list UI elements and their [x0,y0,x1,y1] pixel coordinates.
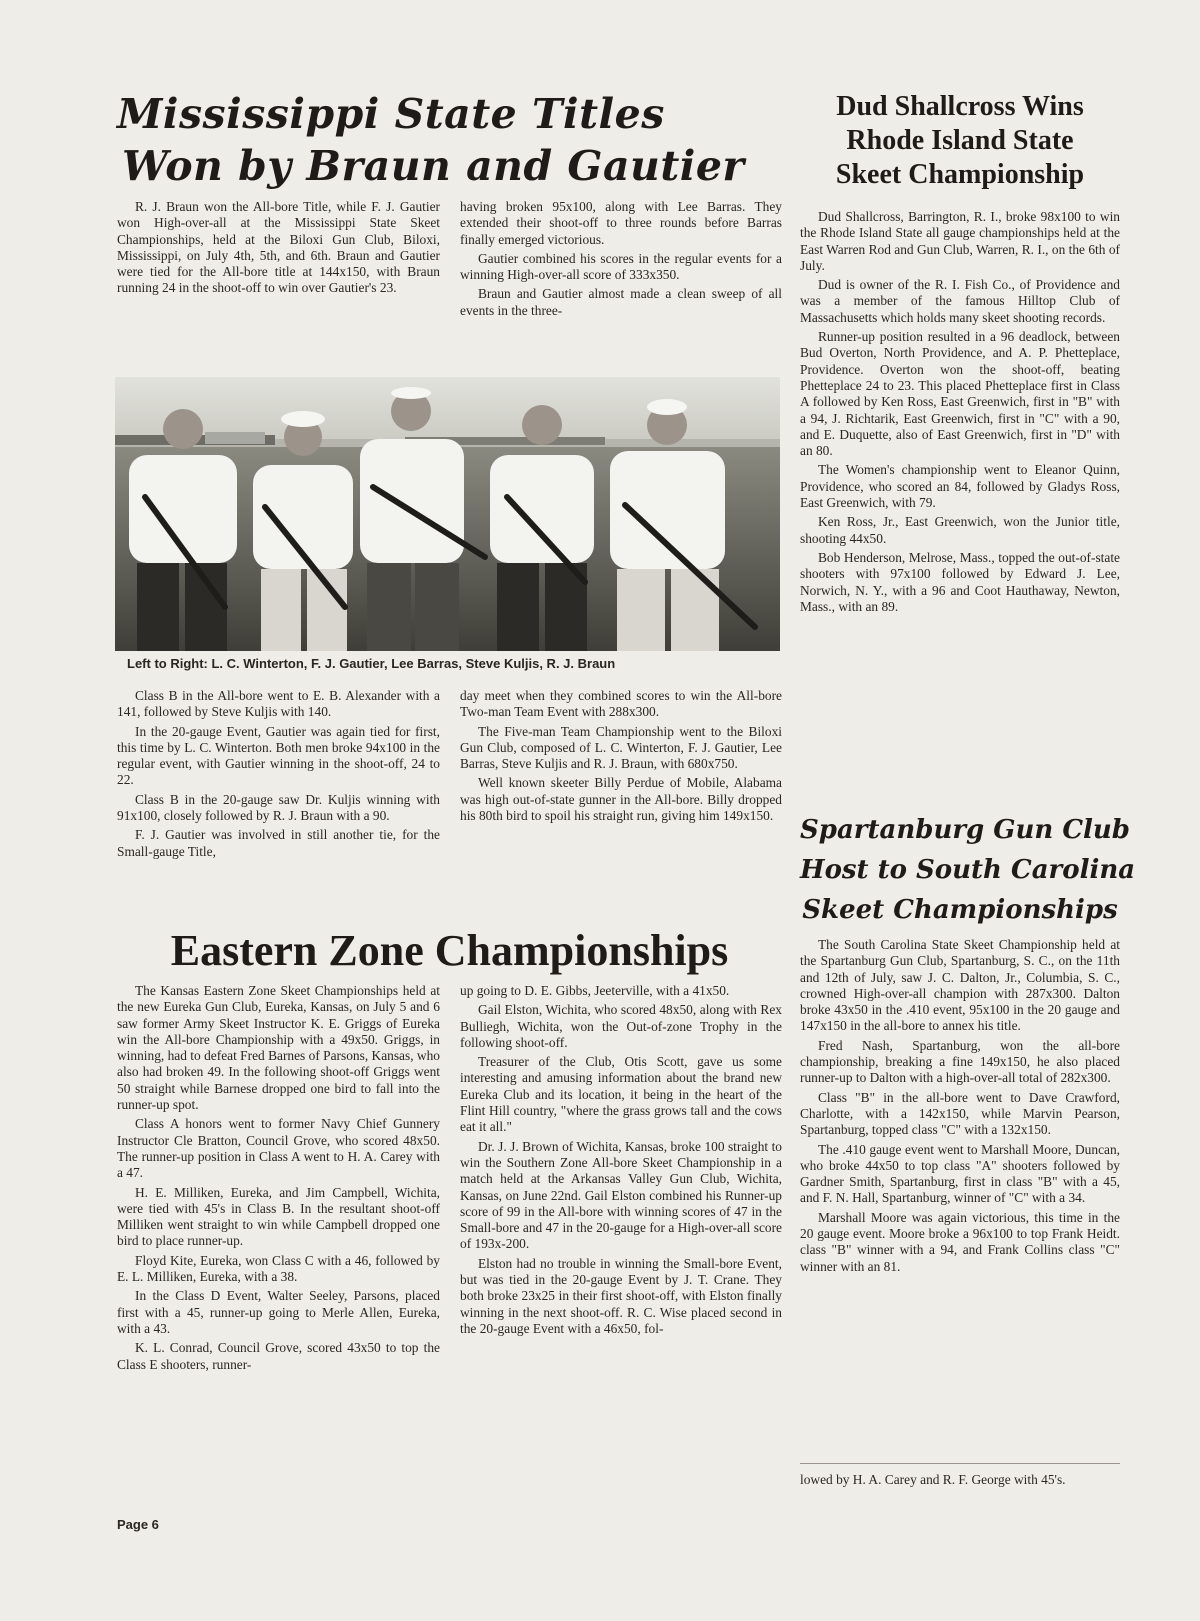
paragraph: F. J. Gautier was involved in still another tie, for the Small-gauge Title, [117,827,440,859]
paragraph: day meet when they combined scores to win the All-bore Two-man Team Event with 288x300. [460,688,782,720]
mississippi-column-2-continued [460,688,782,910]
paragraph: Well known skeeter Billy Perdue of Mobile, Alabama was high out-of-state gunner in the All-bore. Billy dropped his 80th bird to spoil his straight run, giving him 149x150. [460,775,782,824]
rhode-island-headline [800,90,1120,192]
paragraph: Floyd Kite, Eureka, won Class C with a 46, followed by E. L. Milliken, Eureka, with a 38. [117,1252,440,1285]
column-divider-rule [800,1463,1120,1464]
paragraph: The Five-man Team Championship went to the Biloxi Gun Club, composed of L. C. Winterton, F. J. Gautier, Lee Barras, Steve Kuljis and R. J. Braun, with 680x750. [460,723,782,772]
paragraph: H. E. Milliken, Eureka, and Jim Campbell, Wichita, were tied with 45's in Class B. In the resultant shoot-off Milliken went straight to win while Campbell dropped one bird to place runner-up. [117,1184,440,1249]
paragraph: The Women's championship went to Eleanor Quinn, Providence, who scored an 84, followed by Gladys Ross, East Greenwich, with 79. [800,462,1120,511]
eastern-zone-headline: Eastern Zone Championships [170,926,729,975]
headline-line: Skeet Championship [835,159,1085,190]
paragraph: having broken 95x100, along with Lee Barras. They extended their shoot-off to three rounds before Barras finally emerged victorious. [460,199,782,247]
paragraph: The Kansas Eastern Zone Skeet Championships held at the new Eureka Gun Club, Eureka, Kansas, on July 5 and 6 saw former Army Skeet Instructor K. E. Griggs of Eureka win the All-bore Championship with a 49x50. Griggs, in winning, had to defeat Fred Barnes of Parsons, Kansas, who also had broken 49. In the following shoot-off Griggs went 50 straight while Barnese dropped one bird to fall into the runner-up spot. [117,983,440,1113]
paragraph: Class A honors went to former Navy Chief Gunnery Instructor Cle Bratton, Council Grove, who scored 48x50. The runner-up position in Class A went to H. A. Carey with a 47. [117,1116,440,1181]
paragraph: Dud is owner of the R. I. Fish Co., of Providence and was a member of the famous Hilltop Club of Massachusetts which holds many skeet shooting records. [800,277,1120,325]
paragraph: Elston had no trouble in winning the Small-bore Event, but was tied in the 20-gauge Event by J. T. Crane. They both broke 23x25 in their first shoot-off, with Elston finally winning in the next shoot-off. R. C. Wise placed second in the 20-gauge Event with a 46x50, fol- [460,1255,782,1336]
rhode-island-article [800,209,1120,809]
mississippi-column-1-continued [117,688,440,910]
paragraph: Dud Shallcross, Barrington, R. I., broke 98x100 to win the Rhode Island State all gauge championships held at the East Warren Rod and Gun Club, Warren, R. I., on the 6th of July. [800,209,1120,273]
paragraph: up going to D. E. Gibbs, Jeeterville, with a 41x50. [460,983,730,998]
eastern-zone-column-2 [460,983,782,1508]
page-number: Page 6 [117,1517,159,1532]
mississippi-column-1 [117,199,440,359]
paragraph: Bob Henderson, Melrose, Mass., topped the out-of-state shooters with 97x100 followed by Edward J. Lee, Norwich, N. Y., with a 96 and Coot Hauthaway, Newton, Mass., with an 89. [800,549,1120,614]
eastern-zone-column-1 [117,983,440,1508]
photo-caption: Left to Right: L. C. Winterton, F. J. Gautier, Lee Barras, Steve Kuljis, R. J. Braun [127,656,616,671]
paragraph: In the 20-gauge Event, Gautier was again tied for first, this time by L. C. Winterton. Both men broke 94x100 in the regular event, with Gautier winning in the shoot-off, 24 to 22. [117,723,440,788]
paragraph: Class B in the 20-gauge saw Dr. Kuljis winning with 91x100, closely followed by R. J. Braun with a 90. [117,791,440,824]
headline-line: Rhode Island State [846,125,1074,156]
paragraph: Ken Ross, Jr., East Greenwich, won the Junior title, shooting 44x50. [800,514,1120,546]
paragraph: Braun and Gautier almost made a clean sweep of all events in the three- [460,286,782,318]
paragraph: Gail Elston, Wichita, who scored 48x50, along with Rex Bulliegh, Wichita, won the Out-of-zone Trophy in the following shoot-off. [460,1002,782,1050]
eastern-zone-continuation [800,1472,1120,1512]
headline-line: Host to South Carolina [800,855,1136,885]
headline-line: Spartanburg Gun Club [800,815,1130,845]
paragraph: K. L. Conrad, Council Grove, scored 43x50 to top the Class E shooters, runner- [117,1340,440,1372]
paragraph: Fred Nash, Spartanburg, won the all-bore championship, breaking a fine 149x150, he also placed runner-up to Dalton with a high-over-all total of 282x300. [800,1037,1120,1086]
team-photo [115,377,780,651]
spartanburg-article [800,937,1120,1457]
spartanburg-headline [800,810,1136,930]
paragraph: Class B in the All-bore went to E. B. Alexander with a 141, followed by Steve Kuljis with 140. [117,688,440,720]
paragraph: R. J. Braun won the All-bore Title, while F. J. Gautier won High-over-all at the Mississippi State Skeet Championships, held at the Biloxi Gun Club, Biloxi, Mississippi, on July 4th, 5th, and 6th. Braun and Gautier were tied for the All-bore title at 144x150, with Braun running 24 in the shoot-off to win over Gautier's 23. [117,199,440,296]
paragraph: Class "B" in the all-bore went to Dave Crawford, Charlotte, with a 142x150, while Marvin Pearson, Spartanburg, topped class "C" with a 132x150. [800,1089,1120,1138]
mississippi-column-2 [460,199,782,359]
headline-line: Skeet Championships [802,895,1118,925]
team-photo-illustration [115,377,780,651]
paragraph: lowed by H. A. Carey and R. F. George with 45's. [800,1472,1066,1487]
mississippi-headline-line1: Mississippi State Titles [117,90,665,138]
paragraph: The .410 gauge event went to Marshall Moore, Duncan, who broke 44x50 to top class "A" shooters followed by Gardner Smith, Spartanburg, first in class "B" with a 45, and F. N. Hall, Spartanburg, winner of "C" with a 34. [800,1141,1120,1206]
paragraph: The South Carolina State Skeet Championship held at the Spartanburg Gun Club, Spartanburg, S. C., on the 11th and 12th of July, saw J. C. Dalton, Jr., Columbia, S. C., crowned High-over-all champion with 287x300. Dalton broke 43x50 in the .410 event, 95x100 in the 20 gauge and 147x150 in the all-bore to annex his title. [800,937,1120,1034]
paragraph: Dr. J. J. Brown of Wichita, Kansas, broke 100 straight to win the Southern Zone All-bore Skeet Championship in a match held at the Arkansas Valley Gun Club, Wichita, Kansas, on June 22nd. Gail Elston combined his Runner-up score of 99 in the All-bore with winning scores of 47 in the Small-bore and 47 in the 20-gauge for a High-over-all score of 193x-200. [460,1138,782,1252]
paragraph: Marshall Moore was again victorious, this time in the 20 gauge event. Moore broke a 96x100 to top Frank Heidt. class "B" winner with a 94, and Frank Collins class "C" winner with an 81. [800,1209,1120,1274]
headline-line: Dud Shallcross Wins [836,91,1084,122]
paragraph: Runner-up position resulted in a 96 deadlock, between Bud Overton, North Providence, and A. P. Phetteplace, Providence. Overton won the shoot-off, beating Phetteplace 24 to 23. This placed Phetteplace first in Class A followed by Ken Ross, East Greenwich, first in "B" with a 94, J. Richtarik, East Greenwich, first in "C" with a 90, and E. Duquette, also of East Greenwich, first in "D" with an 80. [800,329,1120,459]
paragraph: Treasurer of the Club, Otis Scott, gave us some interesting and amusing information about the brand new Eureka Club and its location, it being in the heart of the Flint Hill country, "where the grass grows tall and the cows eat it all." [460,1054,782,1135]
paragraph: In the Class D Event, Walter Seeley, Parsons, placed first with a 45, runner-up going to Merle Allen, Eureka, with a 43. [117,1288,440,1336]
paragraph: Gautier combined his scores in the regular events for a winning High-over-all score of 333x350. [460,250,782,283]
mississippi-headline-line2: Won by Braun and Gautier [122,142,745,190]
